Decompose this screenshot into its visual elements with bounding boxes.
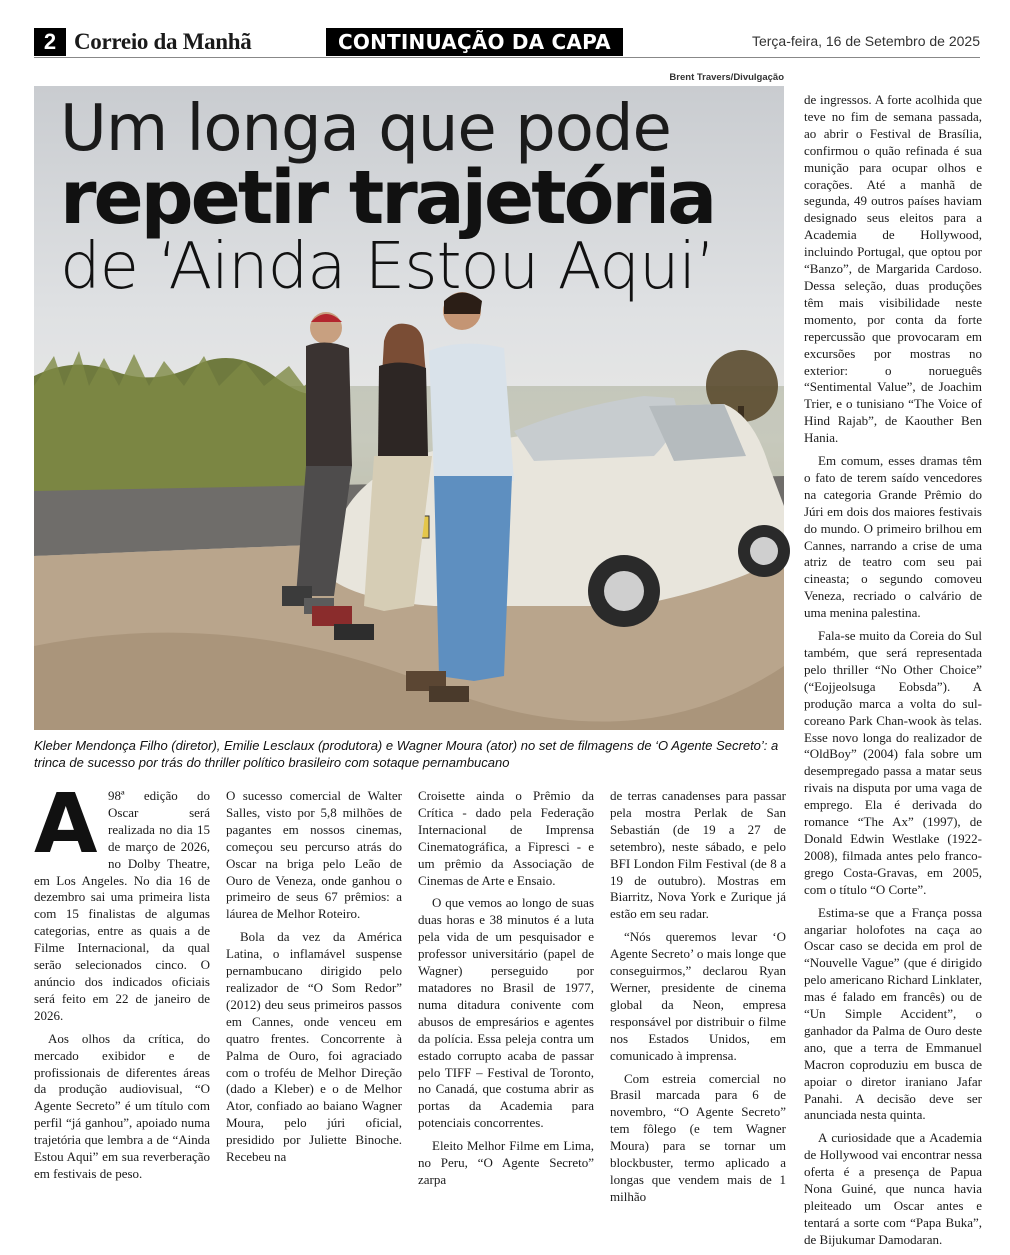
article-column-3 [418,788,594,1195]
article-photo [34,86,784,730]
article-paragraph: Com estreia comercial no Brasil marcada para 6 de novembro, “O Agente Secreto” tem fôlego (e tem Wagner Moura) para se tornar um blockbuster, termo aplicado a longas que vendem mais de 1 milhão [610,1070,786,1204]
article-paragraph: de ingressos. A forte acolhida que teve no fim de semana passada, ao abrir o Festival de Brasília, confirmou o quão refinada é sua munição para ocupar olhos e corações. Até a manhã de segunda, 49 outros países haviam designado seus eleitos para a Academia de Hollywood, incluindo Portugal, que optou por “Banzo”, de Margarida Cardoso. Dessa seleção, duas produções têm mais visibilidade neste momento, por conta da forte repercussão que provocaram em excursões por mostras no exterior: o norueguês “Sentimental Value”, de Joachim Trier, e o tunisiano “The Voice of Hind Rajab”, de Kaouther Ben Hania. [804,92,982,446]
article-paragraph: Bola da vez da América Latina, o inflamável suspense pernambucano dirigido pelo realizador de “O Som Redor” (2012) deu seus primeiros passos em Cannes, onde venceu em quatro frentes. Concorrente à Palma de Ouro, foi agraciado com o troféu de Melhor Direção (dado a Kleber) e o de Melhor Ator, confiado ao baiano Wagner Moura, pelo júri oficial, presidido por Juliette Binoche. Recebeu na [226,929,402,1165]
page-number: 2 [34,28,66,56]
article-column-2 [226,788,402,1172]
article-paragraph: O sucesso comercial de Walter Salles, visto por 5,8 milhões de pagantes em nossos cinemas, começou seu percurso atrás do Oscar na briga pelo Leão de Ouro de Veneza, onde ganhou o primeiro de seus 67 prêmios: a láurea de Melhor Roteiro. [226,788,402,922]
article-column-5 [804,92,982,1255]
headline-line-3: de ‘Ainda Estou Aqui’ [60,230,715,304]
article-paragraph: Eleito Melhor Filme em Lima, no Peru, “O Agente Secreto” zarpa [418,1138,594,1187]
article-paragraph: O que vemos ao longo de suas duas horas e 38 minutos é a luta pela vida de um pesquisador e professor universitário (papel de Wagner) perseguido por matadores no Brasil de 1977, numa ditadura conivente com abusos de empresários e agentes da polícia. Essa peleja contra um estado corrupto acaba de passar pelo TIFF – Festival de Toronto, no Canadá, que costuma abrir as portas da Academia para potenciais concorrentes. [418,895,594,1131]
headline [60,92,780,304]
page-header [34,28,980,58]
article-paragraph: de terras canadenses para passar pela mostra Perlak de San Sebastián (de 19 a 27 de setembro), neste sábado, e pelo BFI London Film Festival (de 8 a 19 de outubro). Mostras em Biarritz, Nova York e Zurique já estão em seu radar. [610,788,786,922]
article-paragraph: Aos olhos da crítica, do mercado exibidor e de profissionais de diferentes áreas da produção audiovisual, “O Agente Secreto” é um título com perfil “já ganhou”, apoiado numa trajetória que lembra a de “Ainda Estou Aqui” em sua reverberação em festivais de peso. [34,1030,210,1181]
photo-credit: Brent Travers/Divulgação [669,72,784,83]
article-paragraph: A curiosidade que a Academia de Hollywood vai encontrar nessa oferta é a presença de Papua Nona Guiné, que nunca havia pleiteado um Oscar antes e tentará a sorte com “Papa Buka”, de Bijukumar Damodaran. [804,1130,982,1247]
newspaper-name: Correio da Manhã [74,29,252,54]
article-paragraph: Croisette ainda o Prêmio da Crítica - dado pela Federação Internacional de Imprensa Cinematográfica, a Fipresci - e um prêmio da Associação de Cinemas de Arte e Ensaio. [418,788,594,888]
article-paragraph: Estima-se que a França possa angariar holofotes na caça ao Oscar caso se decida em prol de “Nouvelle Vague” (que é dirigido pelo americano Richard Linklater, mas é falado em francês) ou de “Un Simple Accident”, o ganhador da Palma de Ouro deste ano, que a terra de Emmanuel Macron coproduziu em busca de apoiar o diretor iraniano Jafar Panahi. A decisão deve ser anunciada nesta quinta. [804,904,982,1123]
headline-line-2: repetir trajetória [60,155,715,241]
photo-caption: Kleber Mendonça Filho (diretor), Emilie Lesclaux (produtora) e Wagner Moura (ator) no set de filmagens de ‘O Agente Secreto’: a trinca de sucesso por trás do thriller político brasileiro com sotaque pernambucano [34,738,779,770]
article-paragraph: Fala-se muito da Coreia do Sul também, que será representada pelo thriller “No Other Choice” (“Eojjeolsuga Eobsda”). A produção marca a volta do sul-coreano Park Chan-wook às telas. Esse novo longa do realizador de “OldBoy” (2004) fala sobre um desempregado passa a matar seus rivais na disputa por uma vaga de emprego. Ela é derivada do romance “The Ax” (1997), de Donald Edwin Westlake (1922-2008), filmada antes pelo franco-grego Costa-Gravas, em 2005, com o título “O Corte”. [804,628,982,897]
article-paragraph: Em comum, esses dramas têm o fato de terem saído vencedores na categoria Grande Prêmio do Júri em dois dos maiores festivais do mundo. O primeiro brilhou em Cannes, narrando a crise de uma atriz de teatro com seu pai cineasta; o segundo comoveu Veneza, recriado o calvário de uma menina palestina. [804,453,982,621]
issue-date: Terça-feira, 16 de Setembro de 2025 [751,33,980,49]
headline-line-1: Um longa que pode [60,92,671,166]
section-tag: CONTINUAÇÃO DA CAPA [326,28,623,56]
article-column-4 [610,788,786,1212]
drop-cap: A [34,777,98,872]
article-paragraph: A 98ª edição do Oscar será realizada no dia 15 de março de 2026, no Dolby Theatre, em Los Angeles. No dia 16 de dezembro sai uma primeira lista com 15 finalistas de algumas categorias, entre as quais a de Filme Internacional, da qual serão selecionados cinco. O anúncio dos indicados oficiais será feito em 22 de janeiro de 2026. [34,777,210,1023]
article-column-1 [34,777,210,1189]
article-paragraph: “Nós queremos levar ‘O Agente Secreto’ o mais longe que conseguirmos,” declarou Ryan Werner, presidente de cinema global da Neon, empresa responsável por distribuir o filme nos Estados Unidos, em comunicado à imprensa. [610,929,786,1063]
